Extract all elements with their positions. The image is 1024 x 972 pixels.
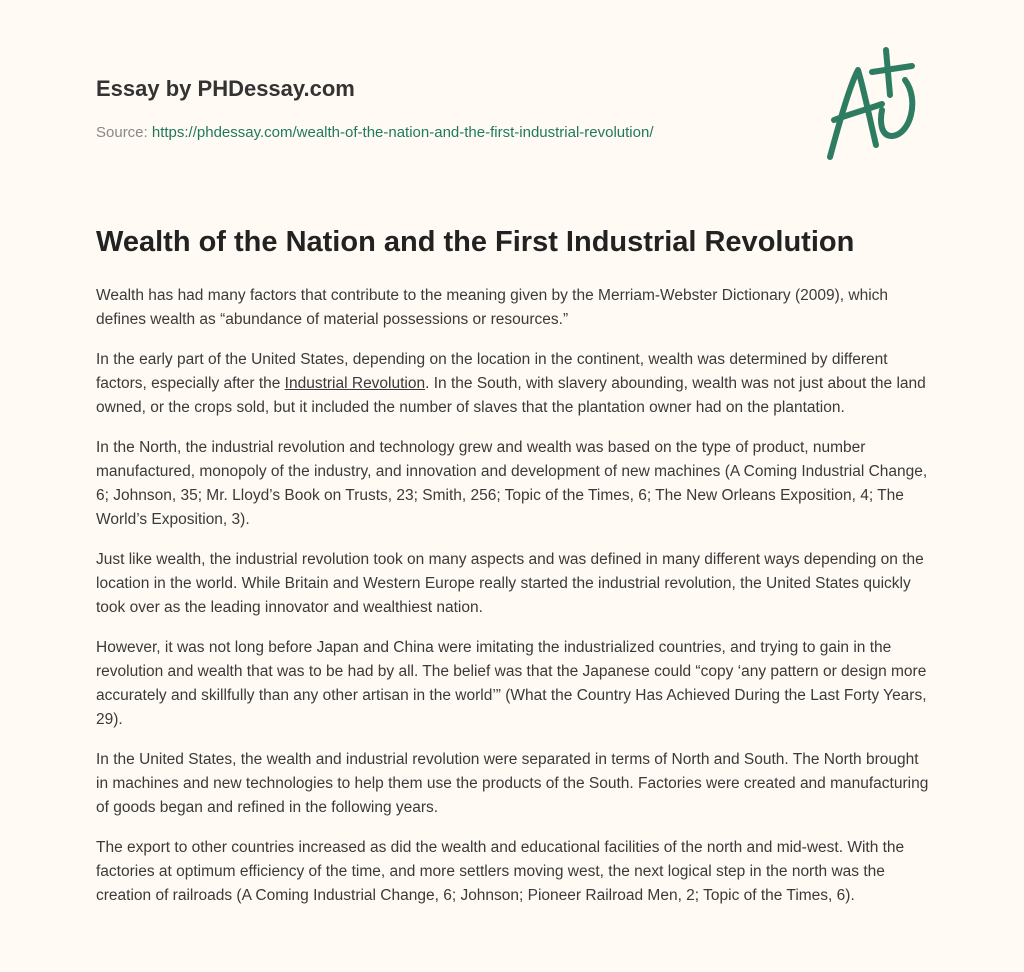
page-title: Wealth of the Nation and the First Industrial Revolution xyxy=(96,226,855,258)
paragraph-text: . In the South, with slavery abounding, wealth was not just about the land owned, or the crops sold, but it included the number of slaves that the plantation owner had on the plantation. xyxy=(96,375,926,416)
source-line xyxy=(96,124,654,141)
paragraph xyxy=(96,348,934,420)
essay-body xyxy=(96,284,934,924)
paragraph: The export to other countries increased as did the wealth and educational facilities of the north and mid-west. With the factories at optimum efficiency of the time, and more settlers moving west, the next logical step in the north was the creation of railroads (A Coming Industrial Change, 6; Johnson; Pioneer Railroad Men, 2; Topic of the Times, 6). xyxy=(96,839,905,904)
paragraph: However, it was not long before Japan and China were imitating the industrialized countries, and trying to gain in the revolution and wealth that was to be had by all. The belief was that the Japanese could “copy ‘any pattern or design more accurately and skillfully than any other artisan in the world’” (What the Country Has Achieved During the Last Forty Years, 29). xyxy=(96,639,927,728)
site-brand: Essay by PHDessay.com xyxy=(96,76,355,101)
paragraph: In the North, the industrial revolution and technology grew and wealth was based on the type of product, number manufactured, monopoly of the industry, and innovation and development of new machines (A Coming Industrial Change, 6; Johnson, 35; Mr. Lloyd’s Book on Trusts, 23; Smith, 256; Topic of the Times, 6; The New Orleans Exposition, 4; The World’s Exposition, 3). xyxy=(96,439,928,528)
industrial-revolution-link[interactable]: Industrial Revolution xyxy=(284,375,426,392)
paragraph: Wealth has had many factors that contribute to the meaning given by the Merriam-Webster Dictionary (2009), which defines wealth as “abundance of material possessions or resources.” xyxy=(96,287,889,328)
a-plus-logo-icon xyxy=(820,40,930,165)
source-link[interactable]: https://phdessay.com/wealth-of-the-nation-and-the-first-industrial-revolution/ xyxy=(151,124,654,141)
source-label: Source: xyxy=(96,124,148,141)
paragraph: Just like wealth, the industrial revolution took on many aspects and was defined in many different ways depending on the location in the world. While Britain and Western Europe really started the industrial revolution, the United States quickly took over as the leading innovator and wealthiest nation. xyxy=(96,551,924,616)
paragraph-text: In the early part of the United States, depending on the location in the continent, wealth was determined by different factors, especially after the xyxy=(96,351,888,392)
paragraph: In the United States, the wealth and industrial revolution were separated in terms of North and South. The North brought in machines and new technologies to help them use the products of the South. Factories were created and manufacturing of goods began and refined in the following years. xyxy=(96,751,929,816)
